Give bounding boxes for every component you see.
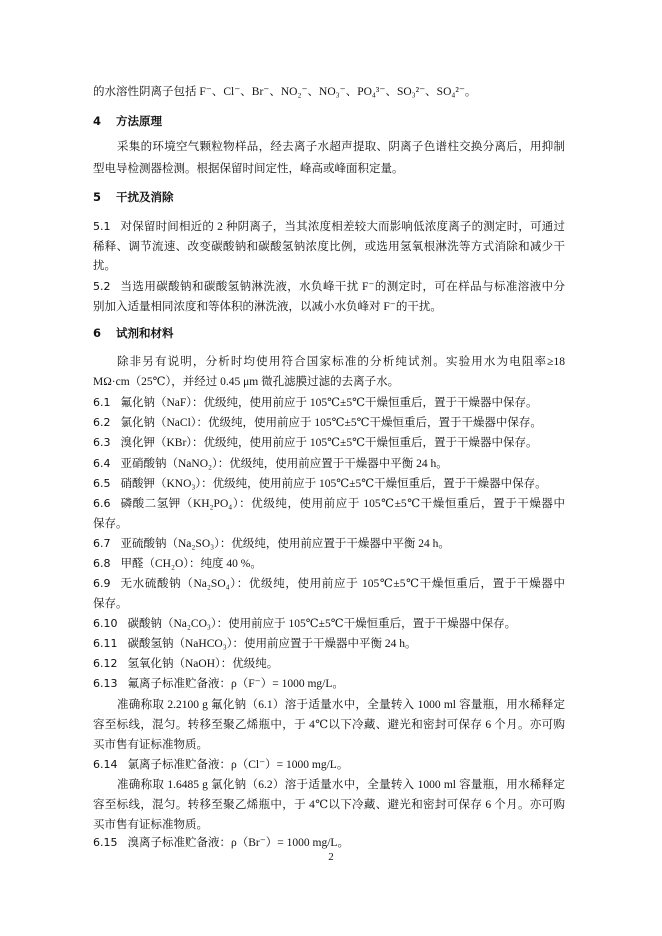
clause-6-13-body-line: 容至标线，混匀。转移至聚乙烯瓶中，于 4℃以下冷藏、避光和密封可保存 6 个月。亦可购 — [93, 719, 565, 731]
clause-6-14 — [93, 755, 565, 775]
ion-list-continuation: 的水溶性阴离子包括 F⁻、Cl⁻、Br⁻、NO₂⁻、NO₃⁻、PO₄³⁻、SO₃²⁻、SO₄²⁻。 — [93, 86, 477, 98]
clause-6-12 — [93, 654, 565, 674]
clause-6-13-body-line: 买市售有证标准物质。 — [93, 739, 208, 751]
clause-number: 6.1 — [93, 396, 111, 409]
clause-6-6-text-line: 保存。 — [93, 518, 128, 530]
clause-6-5 — [93, 474, 565, 494]
clause-number: 6.15 — [93, 836, 118, 849]
clause-text: 溴化钾（KBr）：优级纯，使用前应于 105℃±5℃干燥恒重后，置于干燥器中保存。 — [120, 437, 538, 449]
clause-6-3 — [93, 433, 565, 453]
clause-number: 5.1 — [93, 220, 111, 233]
clause-6-10 — [93, 614, 565, 634]
clause-text: 碳酸氢钠（NaHCO₃）：使用前应置于干燥器中平衡 24 h。 — [127, 638, 417, 650]
clause-number: 6.14 — [93, 758, 118, 771]
section-4-text-line: 采集的环境空气颗粒物样品，经去离子水超声提取、阴离子色谱柱交换分离后，用抑制 — [117, 141, 565, 153]
clause-text: 氟离子标准贮备液：ρ（F⁻）= 1000 mg/L。 — [127, 678, 344, 690]
clause-text: 甲醛（CH₂O）：纯度 40 %。 — [120, 558, 262, 570]
clause-number: 6.7 — [93, 537, 111, 550]
clause-5-1-text-line: 扰。 — [93, 260, 116, 272]
clause-number: 6.12 — [93, 657, 118, 670]
section-number: 6 — [93, 326, 102, 340]
clause-5-2-text-line: 别加入适量相同浓度和等体积的淋洗液，以减小水负峰对 F⁻的干扰。 — [93, 301, 442, 313]
clause-6-8 — [93, 554, 565, 574]
clause-number: 5.2 — [93, 280, 111, 293]
clause-6-11 — [93, 634, 565, 654]
clause-6-14-body-line: 买市售有证标准物质。 — [93, 819, 208, 831]
clause-number: 6.11 — [93, 637, 118, 650]
clause-6-4 — [93, 454, 565, 474]
clause-text: 无水硫酸钠（Na₂SO₄）：优级纯，使用前应于 105℃±5℃干燥恒重后，置于干燥器中 — [120, 578, 565, 590]
section-title: 试剂和材料 — [116, 326, 174, 340]
section-4-heading — [93, 111, 565, 131]
clause-number: 6.5 — [93, 477, 111, 490]
clause-text: 氢氧化钠（NaOH）：优级纯。 — [127, 658, 279, 670]
clause-5-1 — [93, 217, 565, 237]
clause-number: 6.6 — [93, 497, 111, 510]
section-4-text-line: 型电导检测器检测。根据保留时间定性，峰高或峰面积定量。 — [93, 163, 404, 175]
clause-6-14-body-line: 容至标线，混匀。转移至聚乙烯瓶中，于 4℃以下冷藏、避光和密封可保存 6 个月。亦可购 — [93, 799, 565, 811]
clause-text: 磷酸二氢钾（KH₂PO₄）：优级纯，使用前应于 105℃±5℃干燥恒重后，置于干燥器中 — [120, 498, 565, 510]
section-6-intro-line: MΩ·cm（25℃），并经过 0.45 μm 微孔滤膜过滤的去离子水。 — [93, 376, 400, 388]
clause-number: 6.13 — [93, 677, 118, 690]
clause-6-13-body-line: 准确称取 2.2100 g 氟化钠（6.1）溶于适量水中，全量转入 1000 ml 容量瓶，用水稀释定 — [117, 699, 565, 711]
page-number: 2 — [328, 851, 334, 863]
clause-6-6 — [93, 494, 565, 514]
clause-number: 6.10 — [93, 617, 118, 630]
clause-6-7 — [93, 534, 565, 554]
clause-6-14-body-line: 准确称取 1.6485 g 氯化钠（6.2）溶于适量水中，全量转入 1000 ml 容量瓶，用水稀释定 — [117, 779, 565, 791]
clause-6-1 — [93, 393, 565, 413]
clause-5-2 — [93, 277, 565, 297]
section-title: 干扰及消除 — [116, 190, 174, 204]
clause-number: 6.3 — [93, 436, 111, 449]
clause-number: 6.2 — [93, 416, 111, 429]
section-number: 4 — [93, 114, 102, 128]
clause-5-1-text-line: 稀释、调节流速、改变碳酸钠和碳酸氢钠浓度比例，或选用氢氧根淋洗等方式消除和减少干 — [93, 241, 565, 253]
clause-number: 6.8 — [93, 557, 111, 570]
clause-text: 亚硝酸钠（NaNO₂）：优级纯，使用前应置于干燥器中平衡 24 h。 — [120, 458, 448, 470]
clause-6-13 — [93, 674, 565, 694]
clause-text: 对保留时间相近的 2 种阴离子，当其浓度相差较大而影响低浓度离子的测定时，可通过 — [120, 221, 565, 233]
clause-text: 当选用碳酸钠和碳酸氢钠淋洗液，水负峰干扰 F⁻的测定时，可在样品与标准溶液中分 — [120, 281, 565, 293]
section-number: 5 — [93, 190, 102, 204]
clause-text: 氟化钠（NaF）：优级纯，使用前应于 105℃±5℃干燥恒重后，置于干燥器中保存。 — [120, 397, 538, 409]
clause-6-9-text-line: 保存。 — [93, 598, 128, 610]
clause-6-9 — [93, 574, 565, 594]
clause-text: 氯化钠（NaCl）：优级纯，使用前应于 105℃±5℃干燥恒重后，置于干燥器中保存。 — [120, 417, 542, 429]
section-6-intro-line: 除非另有说明，分析时均使用符合国家标准的分析纯试剂。实验用水为电阻率≥18 — [117, 356, 565, 368]
clause-number: 6.4 — [93, 457, 111, 470]
section-5-heading — [93, 187, 565, 207]
clause-text: 亚硫酸钠（Na₂SO₃）：优级纯，使用前应置于干燥器中平衡 24 h。 — [120, 538, 450, 550]
clause-text: 碳酸钠（Na₂CO₃）：使用前应于 105℃±5℃干燥恒重后，置于干燥器中保存。 — [127, 618, 517, 630]
section-6-heading — [93, 323, 565, 343]
clause-number: 6.9 — [93, 577, 111, 590]
clause-6-2 — [93, 413, 565, 433]
clause-text: 溴离子标准贮备液：ρ（Br⁻）= 1000 mg/L。 — [127, 837, 349, 849]
clause-text: 硝酸钾（KNO₃）：优级纯，使用前应于 105℃±5℃干燥恒重后，置于干燥器中保存。 — [120, 478, 547, 490]
clause-text: 氯离子标准贮备液：ρ（Cl⁻）= 1000 mg/L。 — [127, 759, 349, 771]
section-title: 方法原理 — [116, 114, 162, 128]
